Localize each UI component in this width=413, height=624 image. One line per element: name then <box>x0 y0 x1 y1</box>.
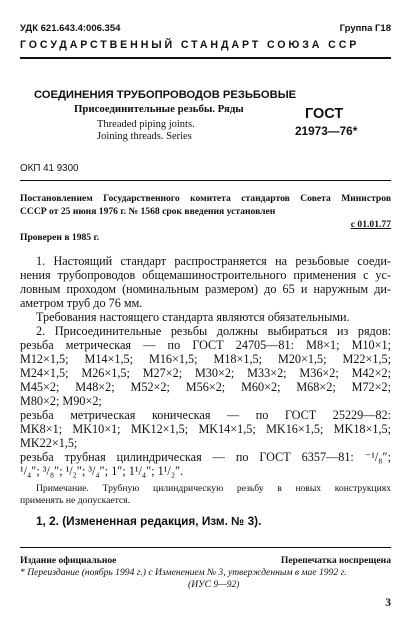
reissue-line2: (ИУС 9—92) <box>188 579 240 590</box>
english-title-line1: Threaded piping joints. <box>97 119 195 130</box>
decree-line1: Постановлением Государственного комитета стандартов Совета Министров <box>20 193 391 204</box>
reissue-line1: * Переиздание (ноябрь 1994 г.) с Изменением № 3, утвержденным в мае 1992 г. <box>20 567 347 578</box>
body-line: MK22×1,5; <box>20 436 78 450</box>
body-line: нения трубопроводов общемашиностроительного применения с ус- <box>20 268 391 282</box>
body-line: Требования настоящего стандарта являются обязательными. <box>36 310 350 324</box>
gost-label: ГОСТ <box>305 106 344 122</box>
decree-line2: СССР от 25 июня 1976 г. № 1568 срок введения установлен <box>20 206 276 217</box>
document-title: СОЕДИНЕНИЯ ТРУБОПРОВОДОВ РЕЗЬБОВЫЕ <box>34 89 297 101</box>
body-line: ¹/₄″; ³/₈″; ¹/₂″; ³/₄″; 1″; 1¹/₄″; 1¹/₂″. <box>20 464 184 478</box>
gost-number: 21973—76* <box>295 124 358 138</box>
group-code: Группа Г18 <box>339 23 391 34</box>
document-subtitle: Присоединительные резьбы. Ряды <box>74 103 244 115</box>
body-line: M45×2; M48×2; M52×2; M56×2; M60×2; M68×2; M72×2; <box>20 380 391 394</box>
body-line: MK8×1; MK10×1; MK12×1,5; MK14×1,5; MK16×1,5; MK18×1,5; <box>20 422 391 436</box>
okp-code: ОКП 41 9300 <box>20 163 79 174</box>
english-title-line2: Joining threads. Series <box>97 131 192 142</box>
reprint-notice: Перепечатка воспрещена <box>280 555 391 566</box>
body-line: 2. Присоединительные резьбы должны выбираться из рядов: <box>36 324 391 338</box>
body-line: резьба метрическая — по ГОСТ 24705—81: M8×1; M10×1; <box>20 338 391 352</box>
amendment-note: 1, 2. (Измененная редакция, Изм. № 3). <box>36 514 262 528</box>
standard-banner: ГОСУДАРСТВЕННЫЙ СТАНДАРТ СОЮЗА ССР <box>20 39 360 51</box>
official-edition: Издание официальное <box>20 555 117 566</box>
body-line: ловным проходом (номинальным размером) до 65 и наружным ди- <box>20 282 391 296</box>
page-number: 3 <box>385 597 391 609</box>
udc-code: УДК 621.643.4:006.354 <box>20 23 121 34</box>
body-line: 1. Настоящий стандарт распространяется на резьбовые соеди- <box>36 254 391 268</box>
note-line1: Примечание. Трубную цилиндрическую резьбу в новых конструкциях <box>36 483 391 494</box>
body-line: M12×1,5; M14×1,5; M16×1,5; M18×1,5; M20×1,5; M22×1,5; <box>20 352 391 366</box>
note-line2: применять не допускается. <box>20 495 130 506</box>
body-line: M24×1,5; M26×1,5; M27×2; M30×2; M33×2; M36×2; M42×2; <box>20 366 391 380</box>
title-rule <box>20 180 391 181</box>
header-rule <box>20 57 391 59</box>
footer-rule <box>20 547 391 548</box>
checked-year: Проверен в 1985 г. <box>20 232 100 243</box>
body-line: резьба трубная цилиндрическая — по ГОСТ 6357—81: ⁻¹/₈″; <box>20 450 391 464</box>
effective-date: с 01.01.77 <box>350 219 391 230</box>
body-line: аметром труб до 76 мм. <box>20 296 143 310</box>
body-line: резьба метрическая коническая — по ГОСТ 25229—82: <box>20 408 391 422</box>
body-line: M80×2; M90×2; <box>20 394 102 408</box>
